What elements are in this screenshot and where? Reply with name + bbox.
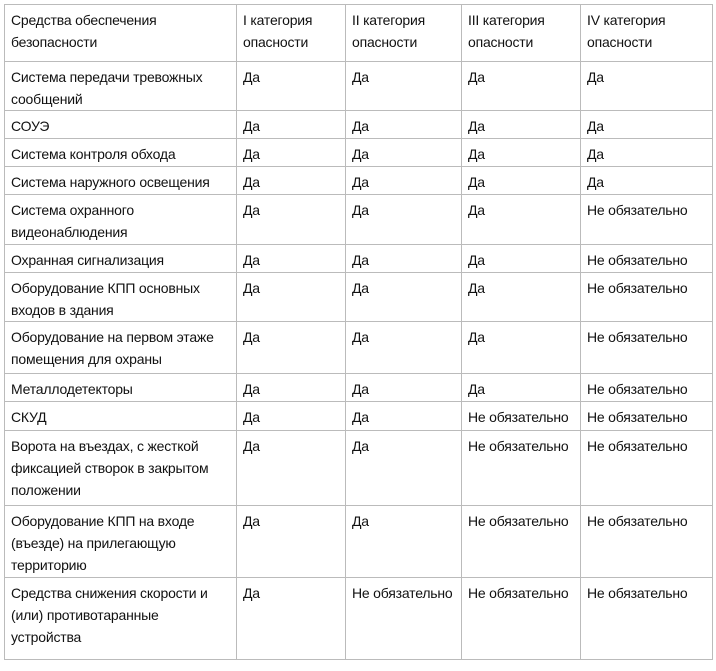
requirement-cell: Да xyxy=(462,273,581,322)
requirement-cell: Да xyxy=(462,195,581,245)
requirement-cell: Да xyxy=(346,62,462,111)
requirement-cell: Да xyxy=(237,111,346,139)
measure-name-cell: Ворота на въездах, с жесткой фиксацией створок в закрытом положении xyxy=(5,431,237,506)
requirement-cell: Да xyxy=(346,139,462,167)
requirement-cell: Да xyxy=(237,273,346,322)
measure-name-cell: Система наружного освещения xyxy=(5,167,237,195)
measure-name-cell: Средства снижения скорости и (или) противотаранные устройства xyxy=(5,578,237,660)
requirement-cell: Не обязательно xyxy=(346,578,462,660)
measure-name-cell: СОУЭ xyxy=(5,111,237,139)
requirement-cell: Не обязательно xyxy=(581,322,713,374)
requirement-cell: Да xyxy=(346,374,462,402)
requirement-cell: Не обязательно xyxy=(581,506,713,578)
requirement-cell: Не обязательно xyxy=(581,578,713,660)
requirement-cell: Да xyxy=(462,62,581,111)
requirement-cell: Да xyxy=(346,195,462,245)
requirement-cell: Да xyxy=(346,273,462,322)
measure-name-cell: Система контроля обхода xyxy=(5,139,237,167)
security-measures-table xyxy=(4,4,713,660)
table-row xyxy=(5,62,713,111)
header-cell: Средства обеспечения безопасности xyxy=(5,5,237,62)
requirement-cell: Не обязательно xyxy=(462,578,581,660)
requirement-cell: Да xyxy=(346,506,462,578)
requirement-cell: Да xyxy=(462,374,581,402)
requirement-cell: Да xyxy=(346,402,462,431)
table-row xyxy=(5,195,713,245)
header-cell: III категория опасности xyxy=(462,5,581,62)
requirement-cell: Да xyxy=(237,402,346,431)
table-row xyxy=(5,111,713,139)
requirement-cell: Да xyxy=(346,322,462,374)
requirement-cell: Да xyxy=(462,245,581,273)
requirement-cell: Не обязательно xyxy=(581,195,713,245)
requirement-cell: Не обязательно xyxy=(462,506,581,578)
requirement-cell: Не обязательно xyxy=(581,431,713,506)
requirement-cell: Да xyxy=(237,578,346,660)
table-row xyxy=(5,402,713,431)
requirement-cell: Да xyxy=(581,111,713,139)
measure-name-cell: Металлодетекторы xyxy=(5,374,237,402)
measure-name-cell: Охранная сигнализация xyxy=(5,245,237,273)
requirement-cell: Да xyxy=(237,139,346,167)
measure-name-cell: СКУД xyxy=(5,402,237,431)
requirement-cell: Не обязательно xyxy=(581,245,713,273)
table-row xyxy=(5,245,713,273)
requirement-cell: Да xyxy=(462,111,581,139)
requirement-cell: Да xyxy=(237,506,346,578)
requirement-cell: Да xyxy=(237,322,346,374)
table-row xyxy=(5,139,713,167)
requirement-cell: Не обязательно xyxy=(462,402,581,431)
requirement-cell: Не обязательно xyxy=(581,273,713,322)
table-row xyxy=(5,578,713,660)
measure-name-cell: Оборудование КПП на входе (въезде) на прилегающую территорию xyxy=(5,506,237,578)
header-cell: II категория опасности xyxy=(346,5,462,62)
requirement-cell: Да xyxy=(237,431,346,506)
header-cell: IV категория опасности xyxy=(581,5,713,62)
requirement-cell: Да xyxy=(462,167,581,195)
table-row xyxy=(5,374,713,402)
requirement-cell: Не обязательно xyxy=(581,402,713,431)
table-row xyxy=(5,273,713,322)
table-row xyxy=(5,431,713,506)
requirement-cell: Не обязательно xyxy=(581,374,713,402)
requirement-cell: Да xyxy=(346,431,462,506)
measure-name-cell: Оборудование на первом этаже помещения для охраны xyxy=(5,322,237,374)
requirement-cell: Да xyxy=(346,245,462,273)
requirement-cell: Да xyxy=(462,139,581,167)
requirement-cell: Да xyxy=(581,62,713,111)
requirement-cell: Да xyxy=(237,62,346,111)
measure-name-cell: Оборудование КПП основных входов в здания xyxy=(5,273,237,322)
requirement-cell: Да xyxy=(346,167,462,195)
requirement-cell: Да xyxy=(237,167,346,195)
requirement-cell: Да xyxy=(237,195,346,245)
requirement-cell: Да xyxy=(581,167,713,195)
header-cell: I категория опасности xyxy=(237,5,346,62)
table-row xyxy=(5,322,713,374)
table-row xyxy=(5,506,713,578)
requirement-cell: Да xyxy=(237,374,346,402)
measure-name-cell: Система передачи тревожных сообщений xyxy=(5,62,237,111)
requirement-cell: Да xyxy=(346,111,462,139)
requirement-cell: Да xyxy=(581,139,713,167)
table-row xyxy=(5,167,713,195)
table-header-row xyxy=(5,5,713,62)
requirement-cell: Да xyxy=(462,322,581,374)
requirement-cell: Да xyxy=(237,245,346,273)
measure-name-cell: Система охранного видеонаблюдения xyxy=(5,195,237,245)
requirement-cell: Не обязательно xyxy=(462,431,581,506)
